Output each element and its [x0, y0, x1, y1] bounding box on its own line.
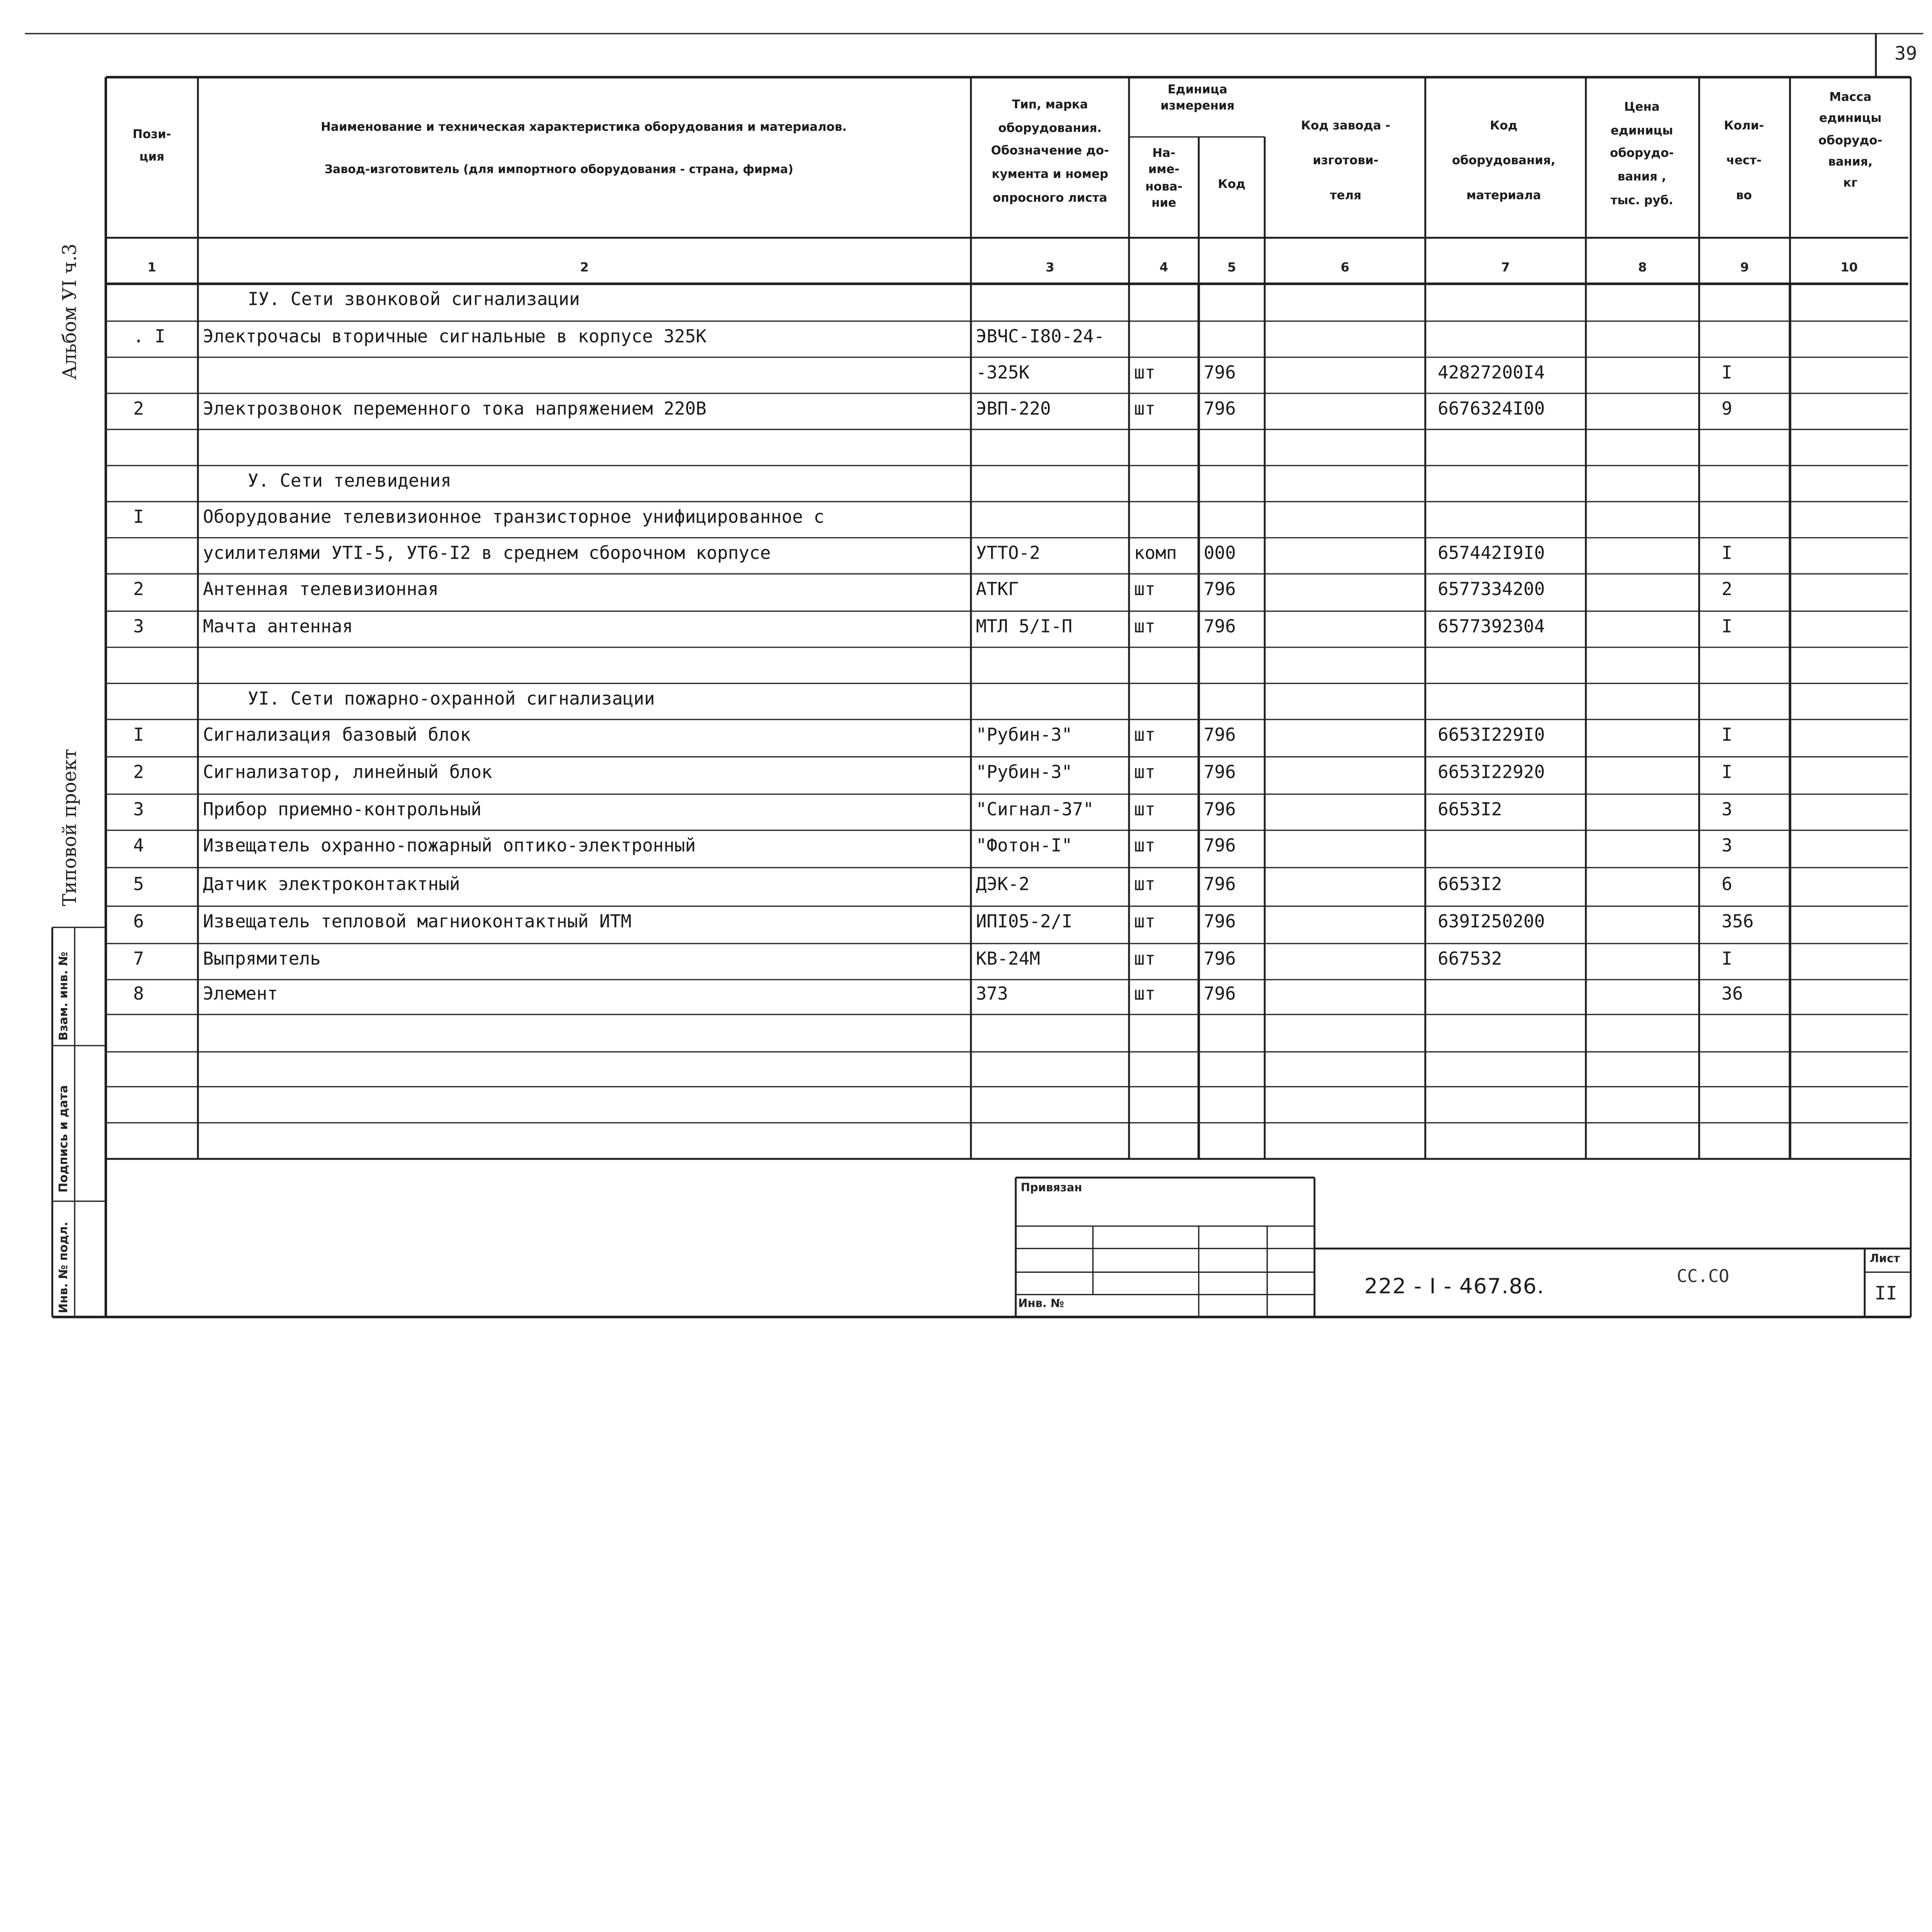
cell-type: 373: [976, 985, 1008, 1005]
cell-qty: I: [1721, 726, 1733, 746]
cell-pos: 5: [133, 874, 144, 895]
cell-qty: I: [1721, 949, 1733, 969]
cell-name: Выпрямитель: [203, 949, 321, 969]
cell-type: ЭВЧС-I80-24-: [976, 327, 1105, 347]
cell-type: "Фотон-I": [976, 836, 1073, 857]
cell-equip: 667532: [1437, 949, 1502, 969]
cell-equip: 6577392304: [1437, 617, 1545, 637]
cell-unit: шт: [1134, 363, 1156, 383]
cell-type: ИПI05-2/I: [976, 912, 1073, 932]
cell-equip: 657442I9I0: [1437, 543, 1545, 563]
cell-equip: 6653I22920: [1437, 763, 1545, 783]
cell-pos: 4: [133, 836, 144, 857]
cell-code: 796: [1204, 874, 1236, 895]
cell-code: 796: [1204, 836, 1236, 857]
cell-name: Электрочасы вторичные сигнальные в корпусе 325К: [203, 327, 707, 347]
cell-name: усилителями УТI-5, УТ6-I2 в среднем сборочном корпусе: [203, 543, 771, 563]
cell-equip: 6653I229I0: [1437, 726, 1545, 746]
column-number: 8: [1638, 261, 1647, 275]
cell-qty: 356: [1721, 912, 1754, 932]
cell-unit: комп: [1134, 543, 1177, 563]
inv-no-label: Инв. №: [1018, 1298, 1064, 1311]
cell-unit: шт: [1134, 836, 1156, 857]
cell-code: 796: [1204, 726, 1236, 746]
album-label: Альбом УI ч.3: [58, 243, 81, 380]
cell-unit: шт: [1134, 617, 1156, 637]
cell-type: КВ-24М: [976, 949, 1041, 969]
cell-equip: 6653I2: [1437, 799, 1502, 820]
document-number: 222 - I - 467.86.: [1364, 1274, 1545, 1300]
header-price: Цена единицы оборудо- вания , тыс. руб.: [1610, 100, 1674, 208]
cell-type: ДЭК-2: [976, 874, 1030, 895]
header-equipment-code: Код оборудования, материала: [1452, 119, 1556, 202]
cell-unit: шт: [1134, 912, 1156, 932]
cell-code: 796: [1204, 580, 1236, 600]
cell-type: УТТО-2: [976, 543, 1041, 563]
cell-name: Антенная телевизионная: [203, 580, 439, 600]
cell-pos: 8: [133, 985, 144, 1005]
cell-pos: 2: [133, 763, 144, 783]
cell-type: "Рубин-3": [976, 763, 1073, 783]
cell-name: Сигнализация базовый блок: [203, 726, 471, 746]
privyazan-label: Привязан: [1020, 1182, 1082, 1195]
cell-pos: I: [133, 507, 144, 527]
cell-name: У. Сети телевидения: [248, 471, 451, 491]
cell-name: Оборудование телевизионное транзисторное унифицированное с: [203, 507, 825, 527]
header-position: Пози- ция: [133, 128, 171, 165]
cell-type: ЭВП-220: [976, 399, 1051, 419]
column-number: 10: [1840, 261, 1858, 275]
header-name-line2: Завод-изготовитель (для импортного оборудования - страна, фирма): [324, 163, 794, 177]
cell-qty: 36: [1721, 985, 1743, 1005]
cell-unit: шт: [1134, 763, 1156, 783]
cell-qty: 2: [1721, 580, 1733, 600]
cell-type: -325К: [976, 363, 1030, 383]
cell-name: Извещатель тепловой магниоконтактный ИТМ: [203, 912, 632, 932]
cell-code: 796: [1204, 985, 1236, 1005]
cell-qty: I: [1721, 763, 1733, 783]
cell-code: 796: [1204, 949, 1236, 969]
sheet-label: Лист: [1869, 1253, 1900, 1266]
column-number: 4: [1159, 261, 1168, 275]
cell-code: 796: [1204, 763, 1236, 783]
cell-pos: 2: [133, 399, 144, 419]
cell-pos: I: [133, 726, 144, 746]
cell-unit: шт: [1134, 799, 1156, 820]
cell-code: 796: [1204, 363, 1236, 383]
cell-equip: 639I250200: [1437, 912, 1545, 932]
cell-qty: 3: [1721, 836, 1733, 857]
cell-type: "Сигнал-37": [976, 799, 1094, 820]
cell-name: Электрозвонок переменного тока напряжением 220В: [203, 399, 707, 419]
header-plant-code: Код завода - изготови- теля: [1301, 119, 1391, 202]
cell-unit: шт: [1134, 580, 1156, 600]
column-number: 7: [1501, 261, 1510, 275]
header-unit-name: На- име- нова- ние: [1145, 147, 1183, 211]
cell-equip: 42827200I4: [1437, 363, 1545, 383]
column-number: 9: [1740, 261, 1749, 275]
cell-pos: 3: [133, 617, 144, 637]
cell-name: Мачта антенная: [203, 617, 353, 637]
cell-code: 000: [1204, 543, 1236, 563]
cell-equip: 6676324I00: [1437, 399, 1545, 419]
cell-qty: I: [1721, 363, 1733, 383]
cell-unit: шт: [1134, 726, 1156, 746]
document-code: СС.СО: [1677, 1267, 1730, 1287]
page-number: 39: [1895, 42, 1917, 65]
cell-qty: 9: [1721, 399, 1733, 419]
cell-name: УI. Сети пожарно-охранной сигнализации: [248, 689, 655, 709]
cell-unit: шт: [1134, 949, 1156, 969]
cell-name: Прибор приемно-контрольный: [203, 799, 482, 820]
inv-orig-label: Инв. № подл.: [57, 1221, 71, 1313]
cell-equip: 6577334200: [1437, 580, 1545, 600]
sheet-number: II: [1874, 1282, 1897, 1305]
cell-equip: 6653I2: [1437, 874, 1502, 895]
header-type: Тип, марка оборудования. Обозначение до- кумента и номер опросного листа: [991, 98, 1109, 205]
cell-pos: 2: [133, 580, 144, 600]
cell-qty: I: [1721, 543, 1733, 563]
header-quantity: Коли- чест- во: [1724, 119, 1764, 202]
column-number: 3: [1046, 261, 1054, 275]
cell-name: Извещатель охранно-пожарный оптико-электронный: [203, 836, 696, 857]
cell-code: 796: [1204, 399, 1236, 419]
cell-qty: 3: [1721, 799, 1733, 820]
header-mass: Масса единицы оборудо- вания, кг: [1818, 91, 1883, 191]
cell-name: Сигнализатор, линейный блок: [203, 763, 492, 783]
column-number: 2: [580, 261, 589, 275]
cell-pos: 3: [133, 799, 144, 820]
cell-pos: . I: [133, 327, 165, 347]
column-number: 5: [1227, 261, 1236, 275]
vzam-inv-label: Взам. инв. №: [57, 952, 71, 1041]
cell-code: 796: [1204, 617, 1236, 637]
cell-unit: шт: [1134, 399, 1156, 419]
cell-pos: 6: [133, 912, 144, 932]
project-label: Типовой проект: [58, 748, 81, 906]
cell-unit: шт: [1134, 874, 1156, 895]
cell-qty: I: [1721, 617, 1733, 637]
cell-code: 796: [1204, 799, 1236, 820]
cell-qty: 6: [1721, 874, 1733, 895]
cell-type: "Рубин-3": [976, 726, 1073, 746]
sign-date-label: Подпись и дата: [57, 1085, 71, 1193]
cell-name: IУ. Сети звонковой сигнализации: [248, 290, 580, 310]
header-unit-code: Код: [1218, 178, 1246, 192]
cell-type: МТЛ 5/I-П: [976, 617, 1073, 637]
cell-name: Датчик электроконтактный: [203, 874, 460, 895]
cell-type: АТКГ: [976, 580, 1019, 600]
column-number: 6: [1340, 261, 1350, 275]
cell-unit: шт: [1134, 985, 1156, 1005]
header-unit-group: Единица измерения: [1160, 83, 1235, 113]
header-name-line1: Наименование и техническая характеристика оборудования и материалов.: [321, 121, 847, 134]
cell-pos: 7: [133, 949, 144, 969]
column-number: 1: [147, 261, 156, 275]
cell-name: Элемент: [203, 985, 278, 1005]
cell-code: 796: [1204, 912, 1236, 932]
